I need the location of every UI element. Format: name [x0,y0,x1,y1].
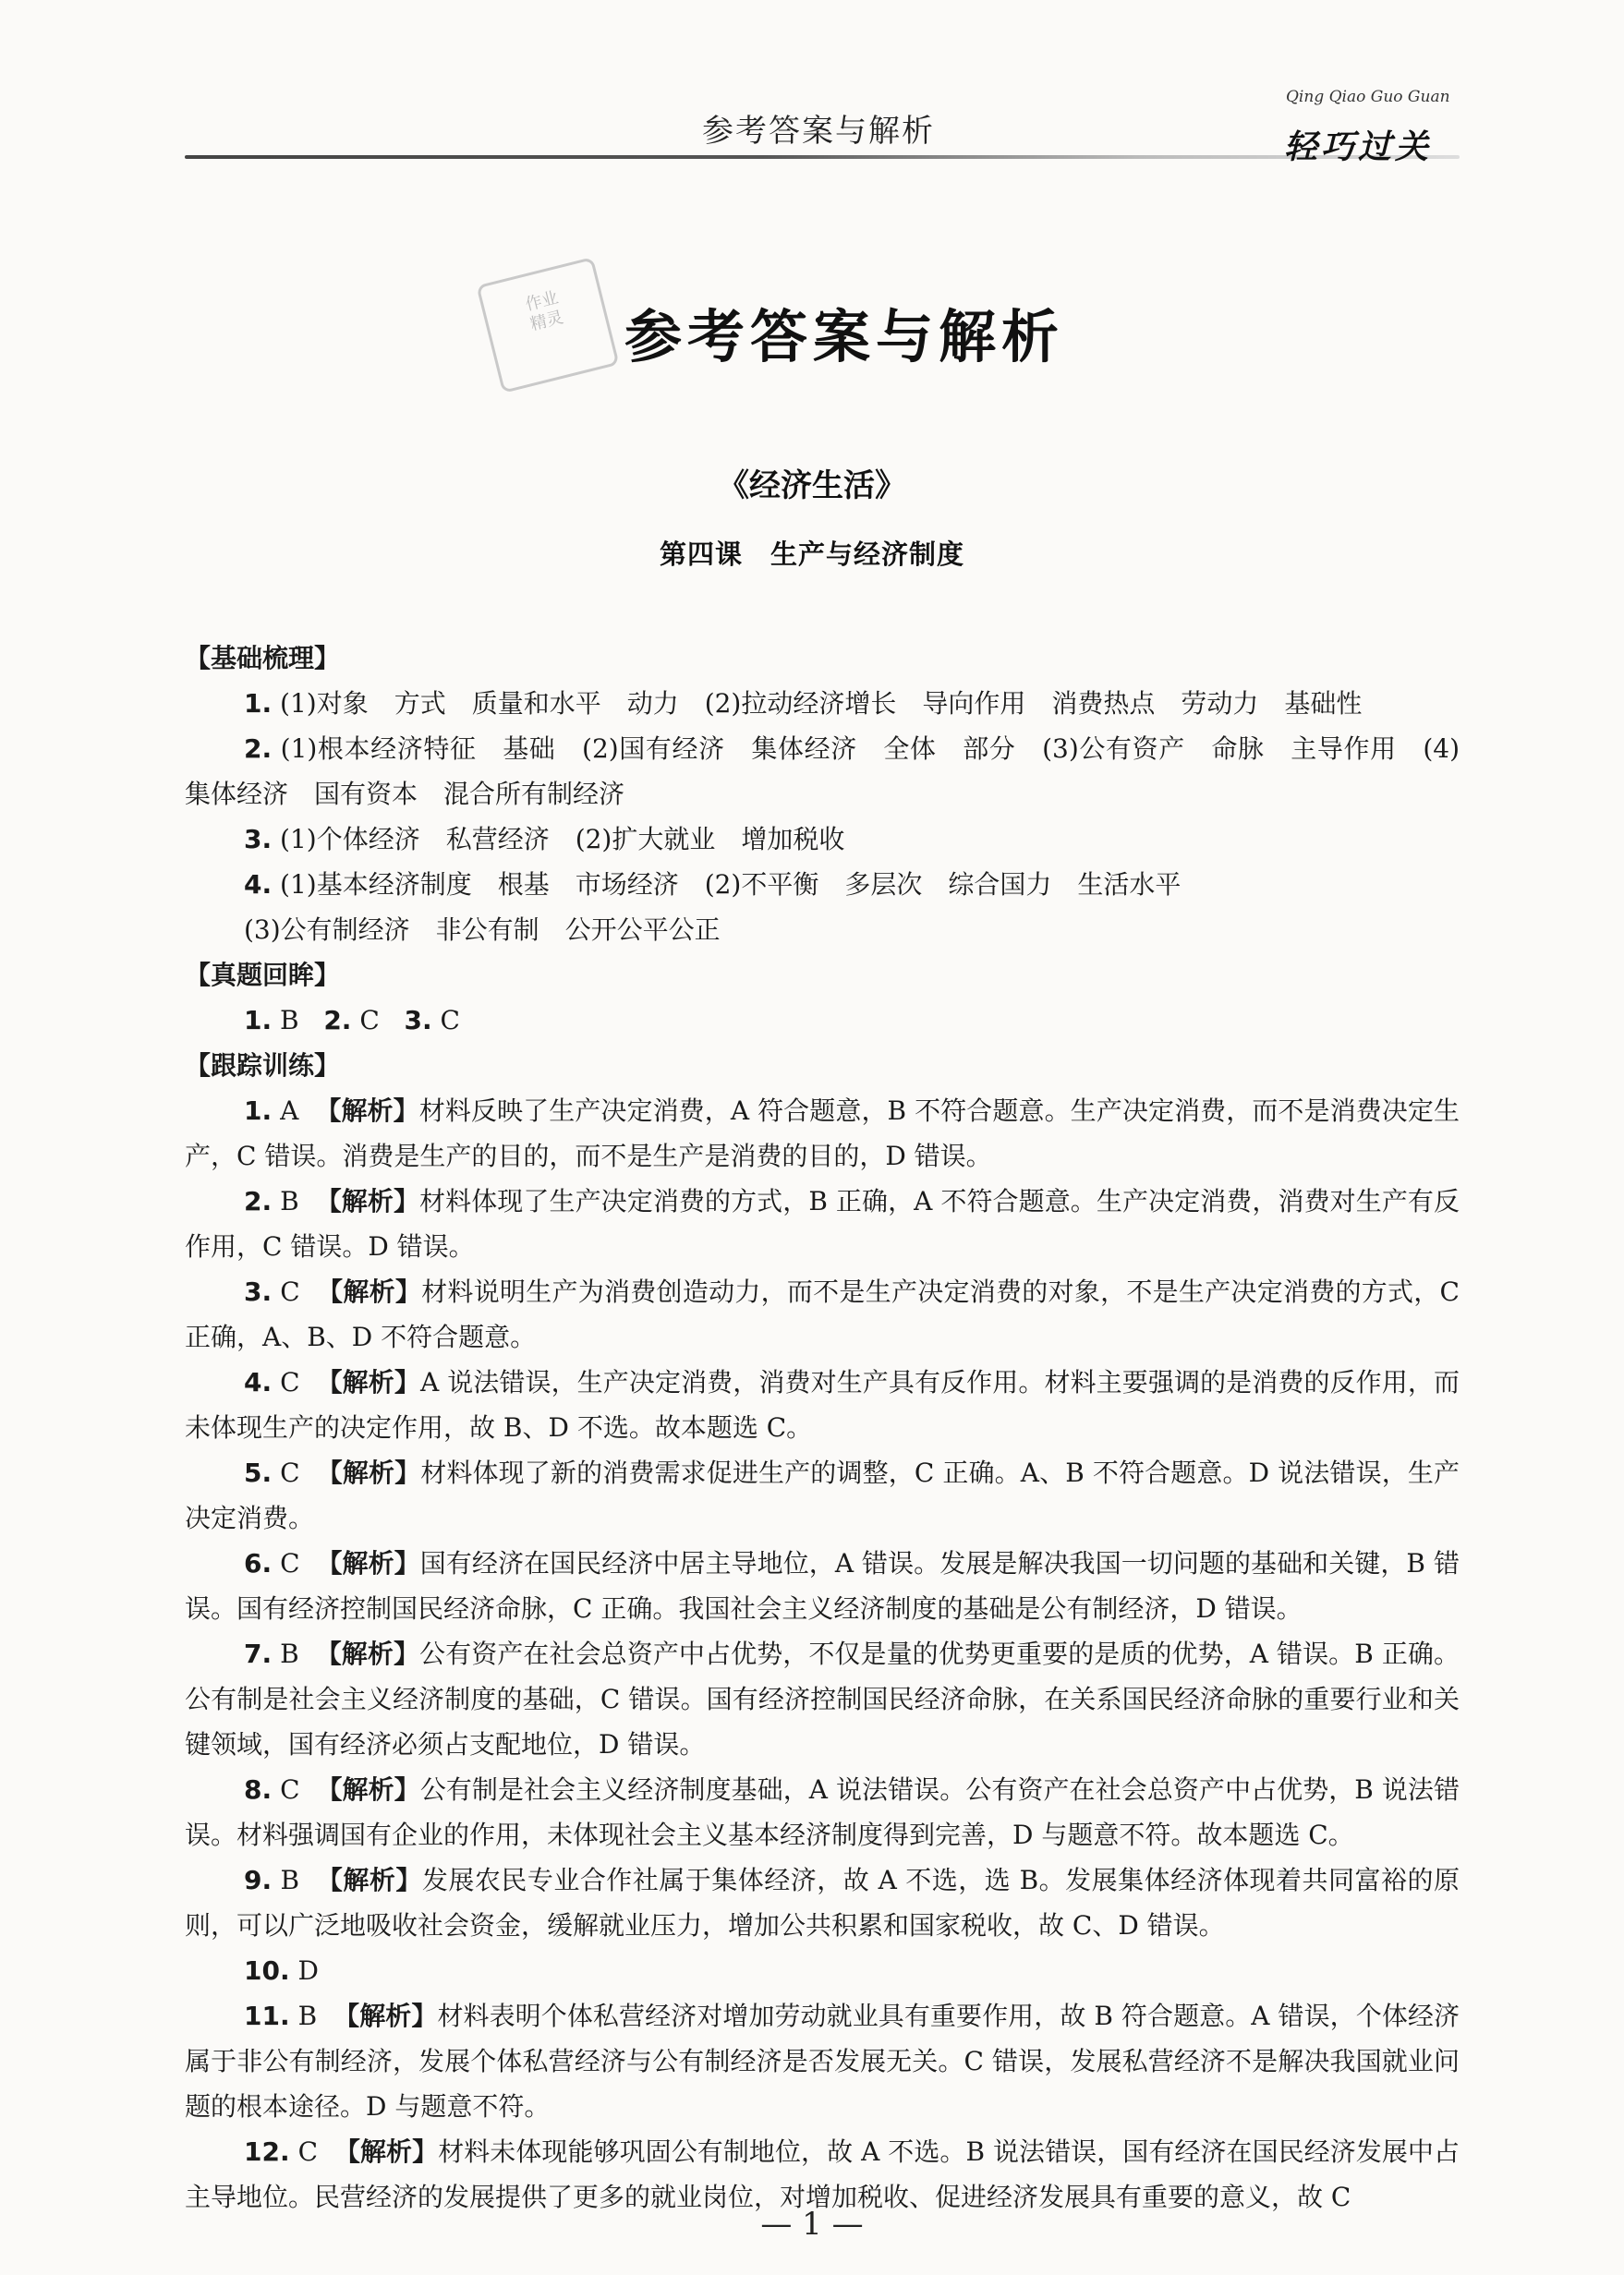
section-heading-review: 【真题回眸】 [185,960,341,990]
answer-content [185,635,1460,2220]
analysis-label: 【解析】 [316,1774,420,1805]
analysis-label: 【解析】 [333,2001,438,2031]
brand-logo [1266,88,1469,189]
analysis-label: 【解析】 [333,2136,439,2167]
stamp-line-1: 作业 [523,287,561,315]
analysis-label: 【解析】 [315,1639,420,1669]
page-title: 参考答案与解析 [624,303,1065,370]
training-item: 4. C 【解析】A 说法错误，生产决定消费，消费对生产具有反作用。材料主要强调的是消费的反作用，而未体现生产的决定作用，故 B、D 不选。故本题选 C。 [185,1367,1460,1443]
basic-item: 2. (1)根本经济特征 基础 (2)国有经济 集体经济 全体 部分 (3)公有资产 命脉 主导作用 (4)集体经济 国有资本 混合所有制经济 [185,733,1460,809]
book-title: 《经济生活》 [718,467,906,504]
analysis-label: 【解析】 [317,1277,422,1307]
training-item: 9. B 【解析】发展农民专业合作社属于集体经济，故 A 不选，选 B。发展集体经济体现着共同富裕的原则，可以广泛地吸收社会资金，缓解就业压力，增加公共积累和国家税收，故 C、D 错误。 [185,1865,1460,1941]
training-item: 10. D [244,1955,319,1986]
analysis-label: 【解析】 [316,1865,422,1895]
section-heading-training: 【跟踪训练】 [185,1050,341,1081]
training-item: 11. B 【解析】材料表明个体私营经济对增加劳动就业具有重要作用，故 B 符合题意。A 错误，个体经济属于非公有制经济，发展个体私营经济与公有制经济是否发展无关。C 错误，发展私营经济不是解决我国就业问题的根本途径。D 与题意不符。 [185,2001,1460,2122]
training-item: 8. C 【解析】公有制是社会主义经济制度基础，A 说法错误。公有资产在社会总资产中占优势，B 说法错误。材料强调国有企业的作用，未体现社会主义基本经济制度得到完善，D 与题意不符。故本题选 C。 [185,1774,1460,1850]
analysis-label: 【解析】 [316,1367,420,1398]
brand-name: 轻巧过关 [1284,127,1433,166]
analysis-label: 【解析】 [315,1186,420,1216]
page-number: — 1 — [760,2206,864,2243]
section-heading-basic: 【基础梳理】 [185,643,341,673]
review-answers: 1. B 2. C 3. C [244,1005,460,1035]
analysis-label: 【解析】 [315,1095,419,1126]
basic-item: 3. (1)个体经济 私营经济 (2)扩大就业 增加税收 [244,824,845,854]
analysis-label: 【解析】 [316,1548,420,1579]
training-item: 1. A 【解析】材料反映了生产决定消费，A 符合题意，B 不符合题意。生产决定消费，而不是消费决定生产，C 错误。消费是生产的目的，而不是生产是消费的目的，D 错误。 [185,1095,1460,1171]
basic-item-continuation: (3)公有制经济 非公有制 公开公平公正 [244,914,721,945]
watermark-stamp [476,257,619,393]
running-header-title: 参考答案与解析 [702,113,935,150]
training-item: 2. B 【解析】材料体现了生产决定消费的方式，B 正确，A 不符合题意。生产决定消费，消费对生产有反作用，C 错误。D 错误。 [185,1186,1460,1262]
stamp-line-2: 精灵 [527,308,565,335]
brand-pinyin: Qing Qiao Guo Guan [1286,88,1450,106]
training-item: 5. C 【解析】材料体现了新的消费需求促进生产的调整，C 正确。A、B 不符合题意。D 说法错误，生产决定消费。 [185,1458,1460,1533]
training-item: 3. C 【解析】材料说明生产为消费创造动力，而不是生产决定消费的对象，不是生产决定消费的方式，C 正确，A、B、D 不符合题意。 [185,1277,1460,1352]
basic-item: 4. (1)基本经济制度 根基 市场经济 (2)不平衡 多层次 综合国力 生活水平 [244,869,1182,900]
lesson-title: 第四课 生产与经济制度 [659,538,964,570]
training-item: 12. C 【解析】材料未体现能够巩固公有制地位，故 A 不选。B 说法错误，国有经济在国民经济发展中占主导地位。民营经济的发展提供了更多的就业岗位，对增加税收、促进经济发展具有重要的意义，故 C [185,2136,1460,2212]
analysis-label: 【解析】 [316,1458,421,1488]
training-item: 7. B 【解析】公有资产在社会总资产中占优势，不仅是量的优势更重要的是质的优势，A 错误。B 正确。公有制是社会主义经济制度的基础，C 错误。国有经济控制国民经济命脉，在关系国民经济命脉的重要行业和关键领域，国有经济必须占支配地位，D 错误。 [185,1639,1460,1760]
training-item: 6. C 【解析】国有经济在国民经济中居主导地位，A 错误。发展是解决我国一切问题的基础和关键，B 错误。国有经济控制国民经济命脉，C 正确。我国社会主义经济制度的基础是公有制经济，D 错误。 [185,1548,1460,1624]
basic-item: 1. (1)对象 方式 质量和水平 动力 (2)拉动经济增长 导向作用 消费热点 劳动力 基础性 [244,688,1363,719]
